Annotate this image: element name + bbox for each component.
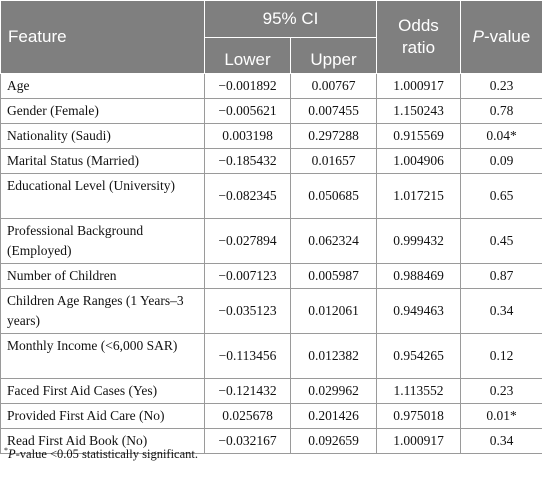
p-value-cell: 0.34 (461, 429, 542, 454)
lower-ci-cell: 0.003198 (205, 124, 291, 149)
lower-ci-cell: 0.025678 (205, 404, 291, 429)
feature-cell: Provided First Aid Care (No) (1, 404, 205, 429)
table-row (1, 289, 542, 334)
lower-ci-cell: −0.001892 (205, 74, 291, 99)
footnote-text: -value <0.05 statistically significant. (15, 447, 198, 462)
feature-cell: Faced First Aid Cases (Yes) (1, 379, 205, 404)
odds-ratio-cell: 0.975018 (377, 404, 461, 429)
header-odds-ratio (377, 1, 461, 74)
p-value-cell: 0.09 (461, 149, 542, 174)
p-value-cell: 0.04* (461, 124, 542, 149)
feature-cell: Nationality (Saudi) (1, 124, 205, 149)
table-row (1, 264, 542, 289)
odds-ratio-cell: 0.954265 (377, 334, 461, 379)
odds-ratio-cell: 0.949463 (377, 289, 461, 334)
odds-ratio-cell: 1.017215 (377, 174, 461, 219)
p-value-cell: 0.34 (461, 289, 542, 334)
p-value-cell: 0.12 (461, 334, 542, 379)
upper-ci-cell: 0.029962 (291, 379, 377, 404)
table-row (1, 219, 542, 264)
odds-ratio-cell: 1.113552 (377, 379, 461, 404)
header-95-ci: 95% CI (205, 1, 377, 38)
feature-cell: Age (1, 74, 205, 99)
upper-ci-cell: 0.01657 (291, 149, 377, 174)
p-value-cell: 0.87 (461, 264, 542, 289)
upper-ci-cell: 0.092659 (291, 429, 377, 454)
header-lower: Lower (205, 38, 291, 74)
table-row (1, 99, 542, 124)
table-row (1, 174, 542, 219)
lower-ci-cell: −0.005621 (205, 99, 291, 124)
lower-ci-cell: −0.185432 (205, 149, 291, 174)
upper-ci-cell: 0.062324 (291, 219, 377, 264)
p-value-cell: 0.23 (461, 379, 542, 404)
lower-ci-cell: −0.007123 (205, 264, 291, 289)
feature-cell: Gender (Female) (1, 99, 205, 124)
p-value-cell: 0.01* (461, 404, 542, 429)
p-value-cell: 0.23 (461, 74, 542, 99)
upper-ci-cell: 0.012382 (291, 334, 377, 379)
footnote (4, 446, 198, 462)
feature-cell: Number of Children (1, 264, 205, 289)
lower-ci-cell: −0.027894 (205, 219, 291, 264)
upper-ci-cell: 0.201426 (291, 404, 377, 429)
table-body (1, 74, 542, 454)
upper-ci-cell: 0.007455 (291, 99, 377, 124)
p-value-cell: 0.78 (461, 99, 542, 124)
odds-ratio-cell: 1.150243 (377, 99, 461, 124)
p-value-cell: 0.45 (461, 219, 542, 264)
table-row (1, 124, 542, 149)
odds-ratio-cell: 0.915569 (377, 124, 461, 149)
odds-ratio-cell: 1.004906 (377, 149, 461, 174)
feature-cell: Children Age Ranges (1 Years–3 years) (1, 289, 205, 334)
header-upper: Upper (291, 38, 377, 74)
header-p-value (461, 1, 542, 74)
feature-cell: Monthly Income (<6,000 SAR) (1, 334, 205, 379)
feature-cell: Professional Background (Employed) (1, 219, 205, 264)
odds-ratio-cell: 0.999432 (377, 219, 461, 264)
odds-ratio-cell: 0.988469 (377, 264, 461, 289)
header-p-rest: -value (484, 27, 531, 46)
upper-ci-cell: 0.012061 (291, 289, 377, 334)
footnote-p-letter: P (8, 447, 16, 462)
odds-ratio-cell: 1.000917 (377, 74, 461, 99)
lower-ci-cell: −0.113456 (205, 334, 291, 379)
footnote-mark: * (4, 446, 8, 455)
upper-ci-cell: 0.050685 (291, 174, 377, 219)
feature-cell: Educational Level (University) (1, 174, 205, 219)
p-value-cell: 0.65 (461, 174, 542, 219)
table-row (1, 404, 542, 429)
lower-ci-cell: −0.035123 (205, 289, 291, 334)
header-odds-line2: ratio (401, 38, 436, 57)
lower-ci-cell: −0.032167 (205, 429, 291, 454)
header-odds-line1: Odds (398, 16, 439, 35)
odds-ratio-cell: 1.000917 (377, 429, 461, 454)
table-row (1, 334, 542, 379)
table-row (1, 74, 542, 99)
table-row (1, 379, 542, 404)
header-feature: Feature (1, 1, 205, 74)
lower-ci-cell: −0.121432 (205, 379, 291, 404)
feature-cell: Marital Status (Married) (1, 149, 205, 174)
upper-ci-cell: 0.005987 (291, 264, 377, 289)
header-p-letter: P (472, 27, 485, 46)
lower-ci-cell: −0.082345 (205, 174, 291, 219)
table-row (1, 149, 542, 174)
upper-ci-cell: 0.00767 (291, 74, 377, 99)
upper-ci-cell: 0.297288 (291, 124, 377, 149)
feature-cell: Read First Aid Book (No) (1, 429, 205, 454)
